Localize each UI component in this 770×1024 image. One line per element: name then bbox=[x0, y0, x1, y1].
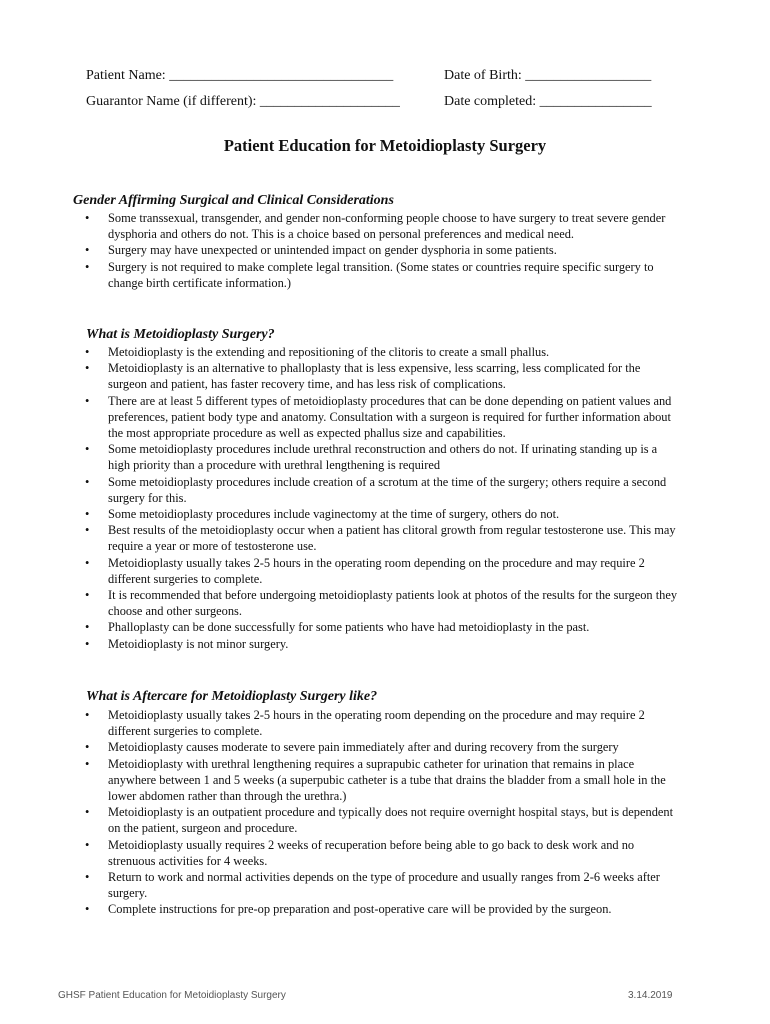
list-item: • Phalloplasty can be done successfully for some patients who have had metoidioplasty in the past. bbox=[82, 619, 682, 635]
list-item: • Metoidioplasty is an outpatient procedure and typically does not require overnight hospital stays, but is dependent on the patient, surgeon and procedure. bbox=[82, 804, 682, 836]
list-item: • Metoidioplasty usually takes 2-5 hours in the operating room depending on the procedure and may require 2 different surgeries to complete. bbox=[82, 555, 682, 587]
list-item: • Complete instructions for pre-op preparation and post-operative care will be provided by the surgeon. bbox=[82, 901, 682, 917]
patient-name-field: Patient Name: ________________________________ bbox=[86, 68, 394, 83]
list-item: • Metoidioplasty is not minor surgery. bbox=[82, 636, 682, 652]
section-heading-aftercare: What is Aftercare for Metoidioplasty Surgery like? bbox=[86, 689, 378, 704]
guarantor-name-field: Guarantor Name (if different): ____________________ bbox=[86, 94, 400, 109]
footer-date: 3.14.2019 bbox=[628, 990, 673, 1001]
what-is-list bbox=[82, 344, 682, 652]
list-item: • Return to work and normal activities depends on the type of procedure and usually ranges from 2-6 weeks after surgery. bbox=[82, 869, 682, 901]
aftercare-list bbox=[82, 707, 682, 918]
date-completed-field: Date completed: ________________ bbox=[444, 94, 652, 109]
list-item: • Metoidioplasty is an alternative to phalloplasty that is less expensive, less scarring, less complicated for the surgeon and patient, has faster recovery time, and has less risk of complications. bbox=[82, 360, 682, 392]
list-item: • There are at least 5 different types of metoidioplasty procedures that can be done depending on patient values and preferences, patient body type and anatomy. Consultation with a surgeon is required for further information about the most appropriate procedure as well as expected phallus size and capabilities. bbox=[82, 393, 682, 442]
list-item: • Best results of the metoidioplasty occur when a patient has clitoral growth from regular testosterone use. This may require a year or more of testosterone use. bbox=[82, 522, 682, 554]
list-item: • Metoidioplasty causes moderate to severe pain immediately after and during recovery from the surgery bbox=[82, 739, 682, 755]
list-item: • Some metoidioplasty procedures include urethral reconstruction and others do not. If urinating standing up is a high priority than a procedure with urethral lengthening is required bbox=[82, 441, 682, 473]
section-heading-considerations: Gender Affirming Surgical and Clinical Considerations bbox=[73, 193, 394, 208]
page-title: Patient Education for Metoidioplasty Surgery bbox=[223, 136, 547, 155]
footer-title: GHSF Patient Education for Metoidioplasty Surgery bbox=[58, 990, 286, 1001]
list-item: • Metoidioplasty with urethral lengthening requires a suprapubic catheter for urination that remains in place anywhere between 1 and 5 weeks (a superpubic catheter is a tube that drains the bladder from a small hole in the lower abdomen rather than through the urethra.) bbox=[82, 756, 682, 805]
list-item: • Surgery may have unexpected or unintended impact on gender dysphoria in some patients. bbox=[82, 242, 682, 258]
date-of-birth-field: Date of Birth: __________________ bbox=[444, 68, 652, 83]
considerations-list bbox=[82, 210, 682, 291]
section-heading-what-is: What is Metoidioplasty Surgery? bbox=[86, 327, 275, 342]
list-item: • Metoidioplasty usually takes 2-5 hours in the operating room depending on the procedure and may require 2 different surgeries to complete. bbox=[82, 707, 682, 739]
list-item: • Some metoidioplasty procedures include vaginectomy at the time of surgery, others do not. bbox=[82, 506, 682, 522]
list-item: • Metoidioplasty usually requires 2 weeks of recuperation before being able to go back to desk work and no strenuous activities for 4 weeks. bbox=[82, 837, 682, 869]
list-item: • Some transsexual, transgender, and gender non-conforming people choose to have surgery to treat severe gender dysphoria and others do not. This is a choice based on personal preferences and medical need. bbox=[82, 210, 682, 242]
list-item: • Some metoidioplasty procedures include creation of a scrotum at the time of the surgery; others require a second surgery for this. bbox=[82, 474, 682, 506]
list-item: • Metoidioplasty is the extending and repositioning of the clitoris to create a small phallus. bbox=[82, 344, 682, 360]
list-item: • It is recommended that before undergoing metoidioplasty patients look at photos of the results for the surgeon they choose and other surgeons. bbox=[82, 587, 682, 619]
list-item: • Surgery is not required to make complete legal transition. (Some states or countries require specific surgery to change birth certificate information.) bbox=[82, 259, 682, 291]
